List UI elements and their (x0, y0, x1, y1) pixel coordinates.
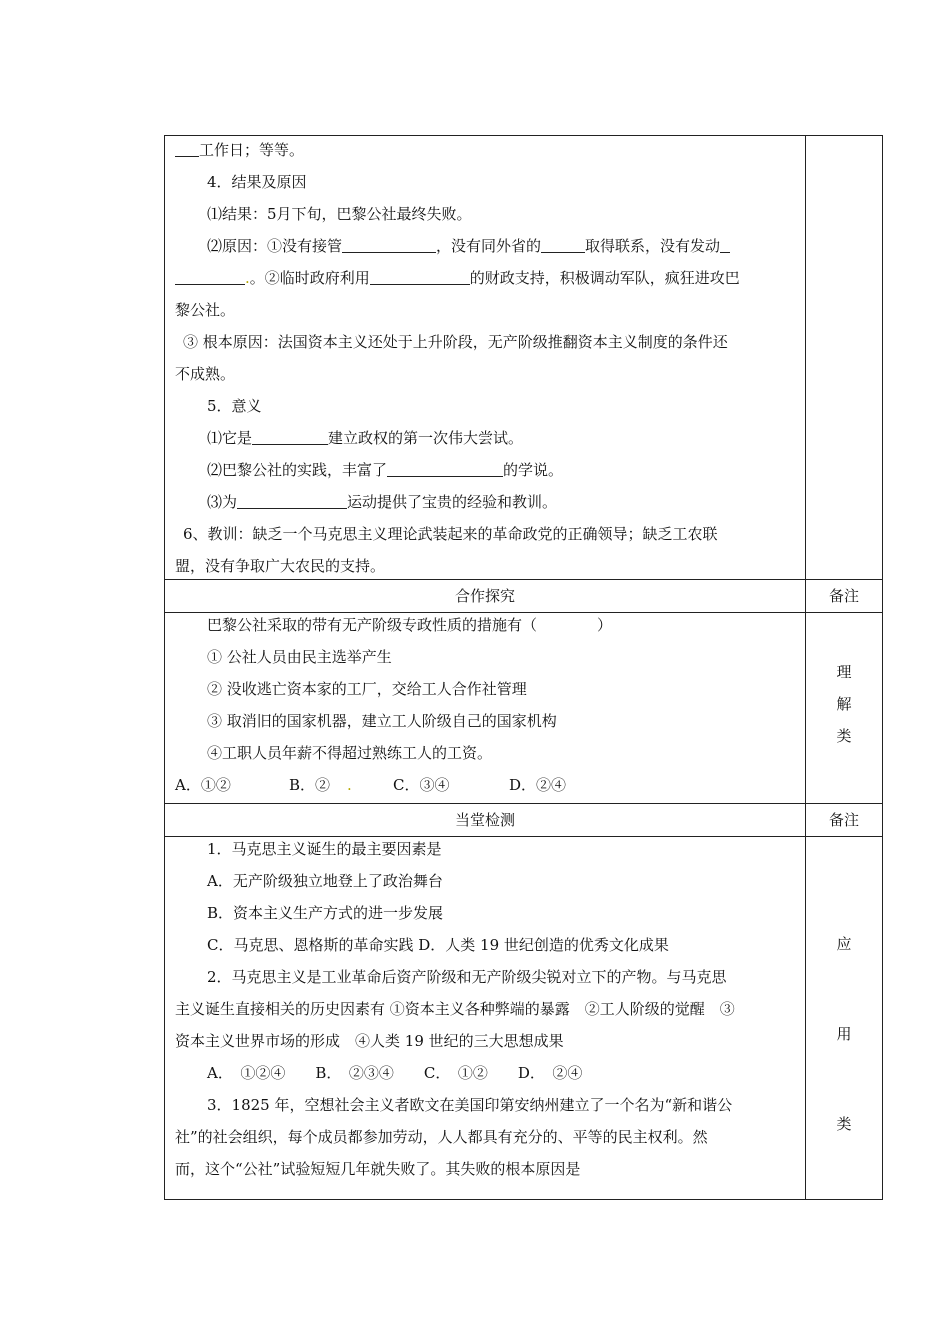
coop-question: 巴黎公社采取的带有无产阶级专政性质的措施有（ ） (207, 616, 613, 634)
decorative-dot: . (347, 776, 352, 794)
heading-significance: 5．意义 (207, 397, 262, 415)
note-header: 备注 (806, 580, 883, 613)
answer-options: A． ①②④ B． ②③④ C． ①② D． ②④ (207, 1064, 583, 1082)
list-item: ② 没收逃亡资本家的工厂，交给工人合作社管理 (207, 680, 527, 698)
list-item: ③ 取消旧的国家机器，建立工人阶级自己的国家机构 (207, 712, 557, 730)
text-line: ⑵巴黎公社的实践，丰富了 的学说。 (207, 461, 564, 479)
test-header: 当堂检测 (165, 804, 806, 837)
note-label-char: 类 (836, 1115, 852, 1133)
text-line: 工作日；等等。 (175, 140, 304, 160)
coop-content (165, 613, 806, 804)
answer-option: A．无产阶级独立地登上了政治舞台 (207, 872, 443, 890)
text-line: 而，这个“公社”试验短短几年就失败了。其失败的根本原因是 (175, 1160, 581, 1178)
note-label-char: 类 (836, 727, 852, 745)
text-line: 黎公社。 (175, 301, 236, 319)
answer-option: C．③④ (393, 776, 450, 794)
text-line: 6、教训：缺乏一个马克思主义理论武装起来的革命政党的正确领导；缺乏工农联 (183, 525, 718, 543)
text-line: 盟，没有争取广大农民的支持。 (175, 557, 386, 575)
text-line: .。②临时政府利用 的财政支持，积极调动军队，疯狂进攻巴 (175, 268, 740, 288)
text-line: ⑵原因：①没有接管 ，没有同外省的 取得联系，没有发动 (207, 236, 730, 256)
test-content (165, 837, 806, 1200)
text-line: ⑶为 运动提供了宝贵的经验和教训。 (207, 493, 558, 511)
test-note-cell (806, 837, 883, 1200)
answer-option: B．② (289, 776, 331, 794)
note-label-char: 理 (836, 663, 852, 681)
list-item: ④工职人员年薪不得超过熟练工人的工资。 (207, 744, 493, 762)
answer-option: B．资本主义生产方式的进一步发展 (207, 904, 444, 922)
text-line: 主义诞生直接相关的历史因素有 ①资本主义各种弊端的暴露 ②工人阶级的觉醒 ③ (175, 1000, 735, 1018)
text-line: 不成熟。 (175, 365, 236, 383)
question-3: 3．1825 年，空想社会主义者欧文在美国印第安纳州建立了一个名为“新和谐公 (207, 1096, 733, 1114)
text-line: ⑴结果：5月下旬，巴黎公社最终失败。 (207, 205, 472, 223)
note-label-char: 应 (836, 935, 852, 953)
text-line: 社”的社会组织，每个成员都参加劳动，人人都具有充分的、平等的民主权利。然 (175, 1128, 708, 1146)
answer-option: D．②④ (509, 776, 567, 794)
answer-option: A．①② (175, 776, 231, 794)
question-1: 1．马克思主义诞生的最主要因素是 (207, 840, 442, 858)
note-cell (806, 136, 883, 580)
coop-header: 合作探究 (165, 580, 806, 613)
answer-option: C．马克思、恩格斯的革命实践 D．人类 19 世纪创造的优秀文化成果 (207, 936, 669, 954)
note-header: 备注 (806, 804, 883, 837)
list-item: ① 公社人员由民主选举产生 (207, 648, 392, 666)
note-label-char: 解 (836, 695, 852, 713)
text-line: 资本主义世界市场的形成 ④人类 19 世纪的三大思想成果 (175, 1032, 564, 1050)
note-label-char: 用 (836, 1025, 852, 1043)
text-line: ③ 根本原因：法国资本主义还处于上升阶段，无产阶级推翻资本主义制度的条件还 (183, 333, 728, 351)
question-2: 2．马克思主义是工业革命后资产阶级和无产阶级尖锐对立下的产物。与马克思 (207, 968, 727, 986)
worksheet-table (164, 135, 883, 1200)
coop-note-cell (806, 613, 883, 804)
text-line: ⑴它是 建立政权的第一次伟大尝试。 (207, 429, 524, 447)
content-section-results (165, 136, 806, 580)
heading-results: 4．结果及原因 (207, 173, 307, 191)
